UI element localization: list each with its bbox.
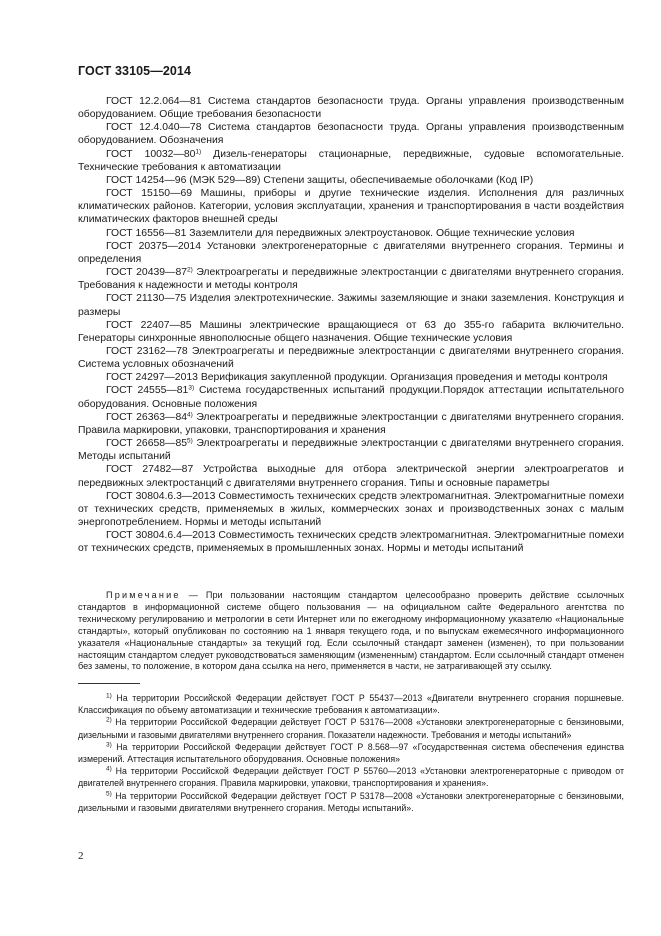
reference-item — [78, 227, 624, 240]
reference-code: ГОСТ 22407—85 — [106, 319, 192, 331]
reference-item — [78, 187, 624, 226]
reference-title: Совместимость технических средств электромагнитная. Электромагнитные помехи от технических средств, применяемых в промышленных зонах. Нормы и методы испытаний — [78, 530, 624, 555]
reference-code: ГОСТ 15150—69 — [106, 188, 193, 200]
reference-item — [78, 463, 624, 489]
reference-title: Заземлители для передвижных электроустановок. Общие технические условия — [189, 227, 575, 239]
reference-title: Машины электрические вращающиеся от 63 до 355-го габарита включительно. Генераторы синхронные явнополюсные общего назначения. Общие технические условия — [78, 319, 625, 344]
reference-item — [78, 371, 624, 384]
reference-item — [78, 292, 624, 318]
footnote-text: На территории Российской Федерации действует ГОСТ Р 53176—2008 «Установки электрогенераторные с бензиновыми, дизельными и газовыми двигателями внутреннего сгорания. Показатели надежности. Требования и методы испытаний» — [78, 717, 624, 740]
footnote-text: На территории Российской Федерации действует ГОСТ Р 55437—2013 «Двигатели внутреннего сгорания поршневые. Классификация по объему автоматизации и технические требования к автоматизации». — [78, 693, 624, 716]
reference-title: Система государственных испытаний продукции.Порядок аттестации испытательного оборудования. Основные положения — [78, 385, 625, 410]
reference-code: ГОСТ 26363—84 — [106, 411, 187, 423]
reference-code: ГОСТ 30804.6.4—2013 — [106, 530, 216, 542]
reference-title: Машины, приборы и другие технические изделия. Исполнения для различных климатических районов. Категории, условия эксплуатации, хранения и транспортирования в части воздействия климатических факторов внешней среды — [78, 188, 625, 226]
reference-title: Система стандартов безопасности труда. Органы управления производственным оборудованием. Обозначения — [78, 122, 624, 147]
footnote-marker: 3) — [106, 741, 112, 749]
footnote-text: На территории Российской Федерации действует ГОСТ Р 8.568—97 «Государственная система обеспечения единства измерений. Аттестация испытательного оборудования. Основные положения» — [78, 741, 624, 765]
footnote-marker: 1) — [195, 148, 202, 156]
reference-item — [78, 319, 624, 345]
reference-title: Система стандартов безопасности труда. Органы управления производственным оборудованием. Общие требования безопасности — [78, 96, 624, 121]
reference-item — [78, 345, 624, 371]
footnote-item — [78, 716, 624, 740]
page-number: 2 — [78, 850, 84, 862]
note-text: — При пользовании настоящим стандартом целесообразно проверить действие ссылочных стандартов в информационной системе общего пользования — на официальном сайте Федерального агентства по техническому регулированию и метрологии в сети Интернет или по ежегодному информационному указателю «Национальные стандарты», который опубликован по состоянию на 1 января текущего года, и по выпускам ежемесячного информационного указателя «Национальные стандарты» за текущий год. Если ссылочный стандарт заменен (изменен), то при пользовании настоящим стандартом следует руководствоваться заменяющим (измененным) стандартом. Если ссылочный стандарт отменен без замены, то положение, в котором дана ссылка на него, применяется в части, не затрагивающей эту ссылку. — [78, 590, 625, 672]
footnote-divider — [78, 683, 140, 684]
reference-code: ГОСТ 21130—75 — [106, 293, 187, 305]
reference-title: Совместимость технических средств электромагнитная. Электромагнитные помехи от технических средств, применяемых в жилых, коммерческих зонах и производственных зонах с малым энергопотреблением. Нормы и методы испытаний — [78, 490, 624, 528]
document-header: ГОСТ 33105—2014 — [78, 64, 192, 78]
reference-item — [78, 384, 624, 410]
reference-code: ГОСТ 12.4.040—78 — [106, 122, 202, 134]
footnote-item — [78, 741, 624, 765]
reference-title: Устройства выходные для отбора электрической энергии электроагрегатов и передвижных электростанций с двигателями внутреннего сгорания. Типы и основные параметры — [78, 464, 624, 489]
reference-title: Степени защиты, обеспечиваемые оболочками (Код IP) — [263, 174, 534, 186]
normative-references-list — [78, 95, 624, 555]
footnote-marker: 3) — [188, 384, 195, 392]
footnote-item — [78, 692, 624, 716]
reference-code: ГОСТ 14254—96 (МЭК 529—89) — [106, 174, 261, 186]
reference-item — [78, 121, 624, 147]
reference-code: ГОСТ 23162—78 — [106, 345, 188, 357]
reference-code: ГОСТ 16556—81 — [106, 227, 187, 239]
reference-item — [78, 240, 624, 266]
reference-title: Установки электрогенераторные с двигателями внутреннего сгорания. Термины и определения — [78, 240, 624, 265]
footnote-marker: 2) — [106, 716, 112, 724]
reference-item — [78, 411, 624, 437]
note-paragraph — [78, 590, 624, 673]
reference-item — [78, 266, 624, 292]
reference-code: ГОСТ 30804.6.3—2013 — [106, 490, 216, 502]
reference-code: ГОСТ 10032—80 — [106, 148, 196, 160]
reference-code: ГОСТ 12.2.064—81 — [106, 96, 202, 107]
reference-code: ГОСТ 26658—85 — [106, 438, 187, 450]
reference-title: Верификация закупленной продукции. Организация проведения и методы контроля — [200, 372, 608, 384]
footnote-marker: 5) — [187, 437, 193, 445]
reference-item — [78, 174, 624, 187]
reference-title: Электроагрегаты и передвижные электростанции с двигателями внутреннего сгорания. Правила маркировки, упаковки, транспортирования и хранения — [78, 411, 624, 436]
reference-title: Изделия электротехнические. Зажимы заземляющие и знаки заземления. Конструкция и размеры — [78, 293, 624, 318]
note-label: Примечание — [106, 590, 181, 600]
reference-item — [78, 437, 624, 463]
footnote-item — [78, 765, 624, 789]
reference-title: Электроагрегаты и передвижные электростанции с двигателями внутреннего сгорания. Система условных обозначений — [78, 345, 624, 371]
footnote-marker: 5) — [106, 790, 112, 798]
footnote-marker: 4) — [187, 411, 193, 419]
reference-code: ГОСТ 24297—2013 — [106, 372, 198, 384]
reference-item — [78, 148, 624, 174]
reference-title: Электроагрегаты и передвижные электростанции с двигателями внутреннего сгорания. Требования к надежности и методы контроля — [78, 267, 624, 292]
footnote-text: На территории Российской Федерации действует ГОСТ Р 55760—2013 «Установки электрогенераторные с приводом от двигателей внутреннего сгорания. Правила маркировки, упаковки, транспортирования и хранения». — [78, 766, 624, 789]
footnotes — [78, 692, 624, 814]
reference-code: ГОСТ 24555—81 — [106, 385, 189, 397]
footnote-marker: 4) — [106, 765, 112, 773]
reference-item — [78, 529, 624, 555]
reference-title: Дизель-генераторы стационарные, передвижные, судовые вспомогательные. Технические требования к автоматизации — [78, 148, 625, 173]
footnote-marker: 1) — [106, 692, 112, 700]
reference-code: ГОСТ 27482—87 — [106, 464, 194, 476]
reference-code: ГОСТ 20439—87 — [106, 267, 187, 279]
reference-code: ГОСТ 20375—2014 — [106, 240, 201, 252]
footnote-marker: 2) — [187, 266, 193, 274]
reference-title: Электроагрегаты и передвижные электростанции с двигателями внутреннего сгорания. Методы испытаний — [78, 438, 624, 463]
reference-item — [78, 95, 624, 121]
footnote-item — [78, 790, 624, 814]
footnote-text: На территории Российской Федерации действует ГОСТ Р 53178—2008 «Установки электрогенераторные с бензиновыми, дизельными и газовыми двигателями внутреннего сгорания. Методы испытаний». — [78, 790, 624, 813]
reference-item — [78, 490, 624, 529]
